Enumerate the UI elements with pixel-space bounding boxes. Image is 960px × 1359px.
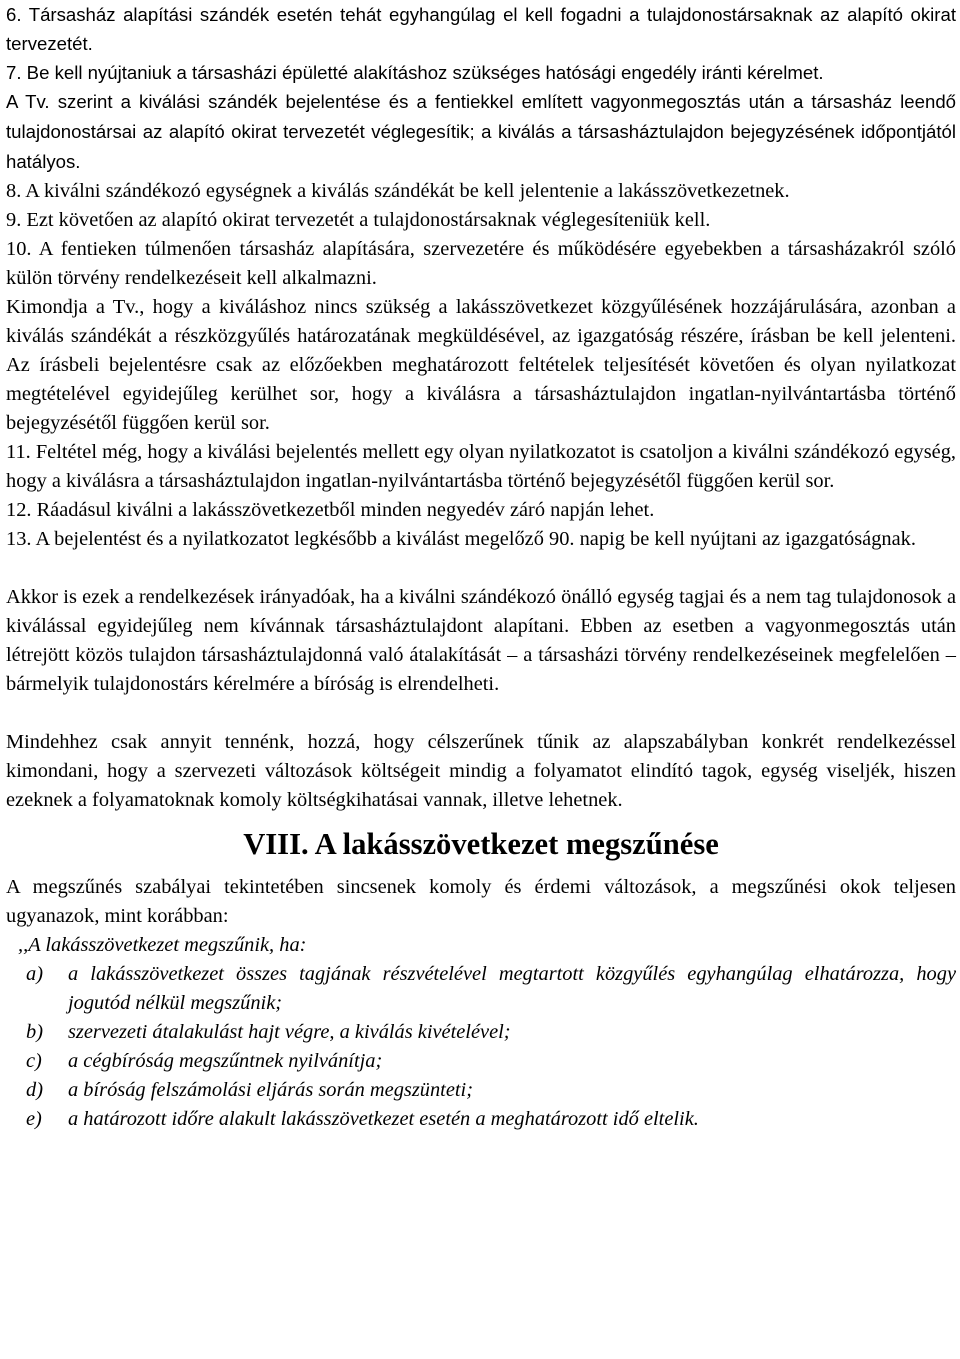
- document-page: [6, 0, 956, 1134]
- megszunes-paragraph: A megszűnés szabályai tekintetében sincsenek komoly és érdemi változások, a megszűnési okok teljesen ugyanazok, mint korábban:: [6, 876, 956, 927]
- list-marker: b): [26, 1021, 43, 1043]
- numbered-point-11: 11. Feltétel még, hogy a kiválási bejelentés mellett egy olyan nyilatkozatot is csatoljon a kiválni szándékozó egység, hogy a kiválásra a társasháztulajdon ingatlan-nyilvántartásba történő bejegyzésétől függően kerül sor.: [6, 441, 956, 492]
- list-marker: a): [26, 963, 43, 985]
- numbered-point-8: 8. A kiválni szándékozó egységnek a kiválás szándékát be kell jelentenie a lakásszövetkezetnek.: [6, 180, 790, 202]
- list-item-text: szervezeti átalakulást hajt végre, a kiválás kivételével;: [68, 1021, 511, 1043]
- tv-prefix: A Tv.: [6, 91, 50, 112]
- list-marker: e): [26, 1108, 42, 1130]
- numbered-point-9: 9. Ezt követően az alapító okirat tervezetét a tulajdonostársaknak véglegesíteniük kell.: [6, 209, 711, 231]
- list-item: [6, 1105, 956, 1134]
- list-marker: c): [26, 1050, 42, 1072]
- list-item-text: a határozott időre alakult lakásszövetkezet esetén a meghatározott idő eltelik.: [68, 1108, 699, 1130]
- akkor-paragraph: Akkor is ezek a rendelkezések irányadóak, ha a kiválni szándékozó önálló egység tagjai és a nem tag tulajdonosok a kiválással egyidejűleg nem kívánnak társasháztulajdont alapítani. Ebben az esetben a vagyonmegosztás után létrejött közös tulajdon társasháztulajdonná való átalakítását – a társasházi törvény rendelkezéseinek megfelelően – bármelyik tulajdonostárs kérelmére a bíróság is elrendelheti.: [6, 586, 956, 695]
- spacer: [6, 699, 956, 728]
- list-item: [6, 1076, 956, 1105]
- list-item-text: a lakásszövetkezet összes tagjának részvételével megtartott közgyűlés egyhangúlag elhatározza, hogy jogutód nélkül megszűnik;: [68, 963, 956, 1014]
- numbered-point-10: 10. A fentieken túlmenően társasház alapítására, szervezetére és működésére egyebekben a társasházakról szóló külön törvény rendelkezéseit kell alkalmazni.: [6, 238, 956, 289]
- list-item: [6, 1018, 956, 1047]
- list-item: [6, 960, 956, 1018]
- quote-intro: ,,A lakásszövetkezet megszűnik, ha:: [18, 934, 307, 956]
- list-item-text: a cégbíróság megszűntnek nyilvánítja;: [68, 1050, 383, 1072]
- list-marker: d): [26, 1079, 43, 1101]
- spacer: [6, 554, 956, 583]
- section-title: VIII. A lakásszövetkezet megszűnése: [243, 827, 719, 861]
- numbered-point-6: 6. Társasház alapítási szándék esetén tehát egyhangúlag el kell fogadni a tulajdonostársaknak az alapító okirat tervezetét.: [6, 4, 956, 54]
- list-item: [6, 1047, 956, 1076]
- tv-rest: szerint a kiválási szándék bejelentése és a fentiekkel említett vagyonmegosztás után a társasház leendő tulajdonostársai az alapító okirat tervezetét véglegesítik; a kiválás a társasháztulajdon bejegyzésének időpontjától hatályos.: [6, 91, 956, 172]
- tv-paragraph: [6, 87, 956, 177]
- numbered-point-7: 7. Be kell nyújtaniuk a társasházi épületté alakításhoz szükséges hatósági engedély iránti kérelmet.: [6, 62, 824, 83]
- mindehhez-paragraph: Mindehhez csak annyit tennénk, hozzá, hogy célszerűnek tűnik az alapszabályban konkrét rendelkezéssel kimondani, hogy a szervezeti változások költségeit mindig a folyamatot elindító tagok, egység viseljék, hiszen ezeknek a folyamatoknak komoly költségkihatásai vannak, illetve lehetnek.: [6, 731, 956, 811]
- termination-list: [6, 960, 956, 1134]
- numbered-point-13: 13. A bejelentést és a nyilatkozatot legkésőbb a kiválást megelőző 90. napig be kell nyújtani az igazgatóságnak.: [6, 528, 916, 550]
- kimondja-paragraph: Kimondja a Tv., hogy a kiváláshoz nincs szükség a lakásszövetkezet közgyűlésének hozzájárulására, azonban a kiválás szándékát a részközgyűlés határozatának megküldésével, az igazgatóság részére, írásban be kell jelenteni. Az írásbeli bejelentésre csak az előzőekben meghatározott feltételek teljesítését követően és olyan nyilatkozat megtételével egyidejűleg kerülhet sor, hogy a kiválásra a társasháztulajdon ingatlan-nyilvántartásba történő bejegyzésétől függően kerül sor.: [6, 296, 956, 434]
- list-item-text: a bíróság felszámolási eljárás során megszünteti;: [68, 1079, 473, 1101]
- numbered-point-12: 12. Ráadásul kiválni a lakásszövetkezetből minden negyedév záró napján lehet.: [6, 499, 655, 521]
